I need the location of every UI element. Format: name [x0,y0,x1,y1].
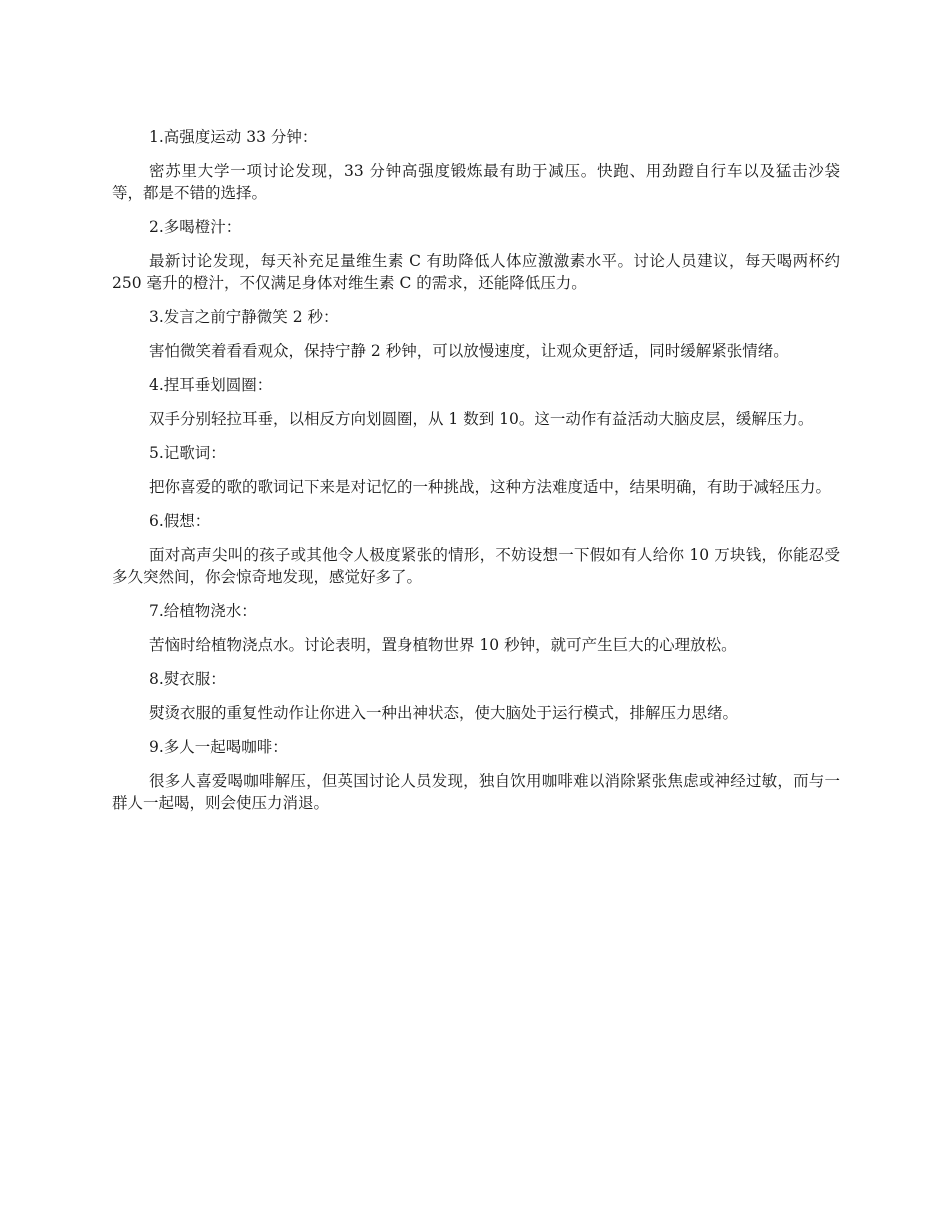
section-heading: 1.高强度运动 33 分钟： [149,128,318,146]
section-paragraph: 双手分别轻拉耳垂，以相反方向划圆圈，从 1 数到 10。这一动作有益活动大脑皮层，缓解压力。 [149,410,814,428]
section-paragraph: 害怕微笑着看看观众，保持宁静 2 秒钟，可以放慢速度，让观众更舒适，同时缓解紧张情绪。 [149,342,789,360]
section-paragraph: 把你喜爱的歌的歌词记下来是对记忆的一种挑战，这种方法难度适中，结果明确，有助于减轻压力。 [149,478,832,496]
section-paragraph: 面对高声尖叫的孩子或其他令人极度紧张的情形，不妨设想一下假如有人给你 10 万块钱，你能忍受多久突然间，你会惊奇地发现，感觉好多了。 [112,546,840,586]
section-paragraph: 最新讨论发现，每天补充足量维生素 C 有助降低人体应激激素水平。讨论人员建议，每天喝两杯约 250 毫升的橙汁，不仅满足身体对维生素 C 的需求，还能降低压力。 [112,252,840,292]
section-heading: 6.假想： [149,512,211,530]
section-heading: 3.发言之前宁静微笑 2 秒： [149,308,339,326]
section-paragraph: 熨烫衣服的重复性动作让你进入一种出神状态，使大脑处于运行模式，排解压力思绪。 [149,704,739,722]
section-heading: 9.多人一起喝咖啡： [149,738,288,756]
document-content [112,126,840,826]
section-paragraph: 苦恼时给植物浇点水。讨论表明，置身植物世界 10 秒钟，就可产生巨大的心理放松。 [149,636,737,654]
section-paragraph: 密苏里大学一项讨论发现，33 分钟高强度锻炼最有助于减压。快跑、用劲蹬自行车以及猛击沙袋等，都是不错的选择。 [112,162,840,202]
section-paragraph: 很多人喜爱喝咖啡解压，但英国讨论人员发现，独自饮用咖啡难以消除紧张焦虑或神经过敏，而与一群人一起喝，则会使压力消退。 [112,772,840,812]
section-heading: 8.熨衣服： [149,670,226,688]
section-heading: 5.记歌词： [149,444,226,462]
section-heading: 7.给植物浇水： [149,602,257,620]
section-heading: 2.多喝橙汁： [149,218,242,236]
section-heading: 4.捏耳垂划圆圈： [149,376,273,394]
